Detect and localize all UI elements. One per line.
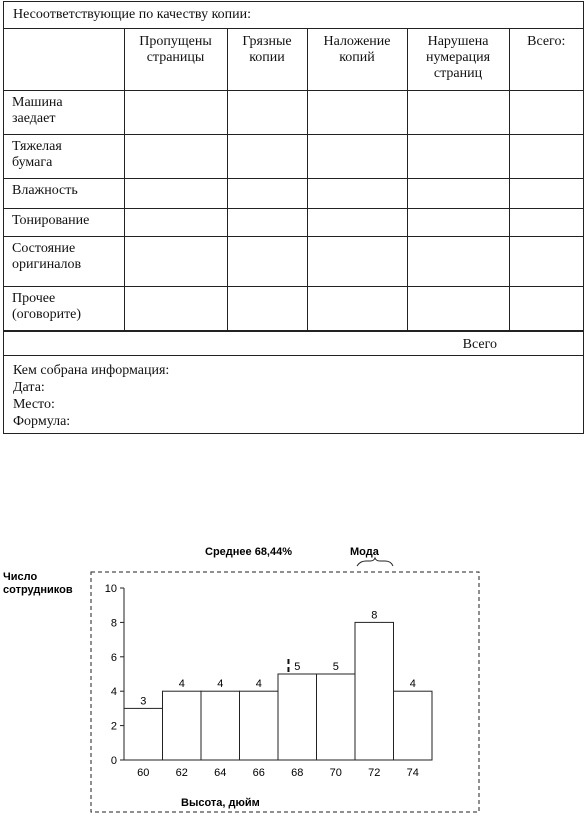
header-corner [4, 29, 124, 90]
tally-cell[interactable] [509, 134, 583, 178]
y-tick-label: 0 [110, 755, 117, 767]
x-tick-label: 62 [175, 767, 188, 779]
table-row [4, 286, 583, 330]
y-tick-label: 10 [104, 583, 117, 595]
bar [124, 708, 163, 760]
bar [240, 691, 279, 760]
x-tick-label: 66 [252, 767, 265, 779]
formula-label: Формула: [13, 414, 71, 429]
info-block [13, 362, 169, 430]
bar [278, 674, 317, 760]
tally-cell[interactable] [227, 90, 307, 134]
tally-cell[interactable] [227, 208, 307, 236]
x-tick-label: 70 [329, 767, 342, 779]
date-label: Дата: [13, 380, 45, 395]
tally-cell[interactable] [509, 286, 583, 330]
bars [124, 609, 432, 779]
y-tick-label: 2 [110, 720, 117, 733]
table-row [4, 178, 583, 208]
tally-cell[interactable] [227, 134, 307, 178]
total-row [4, 331, 583, 356]
table-row [4, 208, 583, 236]
tally-cell[interactable] [407, 134, 509, 178]
histogram-svg [0, 530, 587, 825]
mean-annotation: Среднее 68,44% [205, 546, 293, 558]
row-label: Машина заедает [4, 90, 124, 134]
row-label: Прочее (оговорите) [4, 286, 124, 330]
bar-value-label: 4 [409, 678, 416, 691]
tally-cell[interactable] [307, 90, 407, 134]
tally-cell[interactable] [307, 236, 407, 286]
bar-value-label: 5 [294, 661, 301, 673]
bar-value-label: 4 [255, 678, 262, 691]
tally-cell[interactable] [407, 286, 509, 330]
column-header: Грязные копии [227, 29, 307, 90]
y-tick-label: 4 [110, 686, 117, 699]
tally-cell[interactable] [307, 134, 407, 178]
tally-cell[interactable] [307, 178, 407, 208]
tally-cell[interactable] [124, 208, 227, 236]
tally-cell[interactable] [124, 236, 227, 286]
column-header: Пропущены страницы [124, 29, 227, 90]
tally-cell[interactable] [124, 90, 227, 134]
x-tick-label: 68 [291, 767, 304, 779]
tally-cell[interactable] [227, 236, 307, 286]
bar-value-label: 8 [371, 609, 378, 622]
tally-cell[interactable] [124, 286, 227, 330]
bar-value-label: 5 [332, 661, 339, 673]
header-row [4, 29, 583, 90]
y-axis-label-line-1: Число [3, 571, 38, 583]
tally-cell[interactable] [509, 236, 583, 286]
tally-cell[interactable] [407, 178, 509, 208]
mode-brace [357, 558, 393, 566]
bar [163, 691, 202, 760]
collected-by-label: Кем собрана информация: [13, 363, 170, 378]
x-tick-label: 72 [368, 767, 381, 779]
column-header: Наложение копий [307, 29, 407, 90]
table-row [4, 90, 583, 134]
tally-cell[interactable] [227, 178, 307, 208]
table-row [4, 134, 583, 178]
bar [317, 674, 356, 760]
column-header: Всего: [509, 29, 583, 90]
x-tick-label: 74 [406, 767, 419, 779]
tally-cell[interactable] [307, 208, 407, 236]
bar [394, 691, 433, 760]
row-label: Тяжелая бумага [4, 134, 124, 178]
tally-cell[interactable] [407, 90, 509, 134]
bar-value-label: 4 [178, 678, 185, 691]
y-axis-label-line-2: сотрудников [3, 584, 73, 596]
y-tick-label: 6 [110, 651, 117, 664]
row-label: Состояние оригиналов [4, 236, 124, 286]
tally-cell[interactable] [509, 208, 583, 236]
bar-value-label: 3 [140, 695, 147, 708]
bar [355, 622, 394, 760]
tally-cell[interactable] [509, 178, 583, 208]
tally-cell[interactable] [407, 236, 509, 286]
bar [201, 691, 240, 760]
row-label: Влажность [4, 178, 124, 208]
total-label: Всего [462, 337, 497, 352]
bar-value-label: 4 [217, 678, 224, 691]
column-header: Нарушена нумерация страниц [407, 29, 509, 90]
y-tick-label: 8 [110, 617, 117, 630]
tally-cell[interactable] [307, 286, 407, 330]
tally-cell[interactable] [227, 286, 307, 330]
tally-cell[interactable] [509, 90, 583, 134]
check-sheet-table [4, 29, 583, 331]
mode-annotation: Мода [350, 546, 379, 558]
height-histogram [0, 530, 587, 825]
tally-cell[interactable] [407, 208, 509, 236]
x-axis-label: Высота, дюйм [181, 797, 260, 809]
tally-cell[interactable] [124, 134, 227, 178]
place-label: Место: [13, 397, 55, 412]
check-sheet [3, 1, 584, 434]
x-tick-label: 60 [137, 767, 150, 779]
tally-cell[interactable] [124, 178, 227, 208]
row-label: Тонирование [4, 208, 124, 236]
check-sheet-title: Несоответствующие по качеству копии: [4, 2, 583, 29]
table-row [4, 236, 583, 286]
x-tick-label: 64 [214, 767, 227, 779]
